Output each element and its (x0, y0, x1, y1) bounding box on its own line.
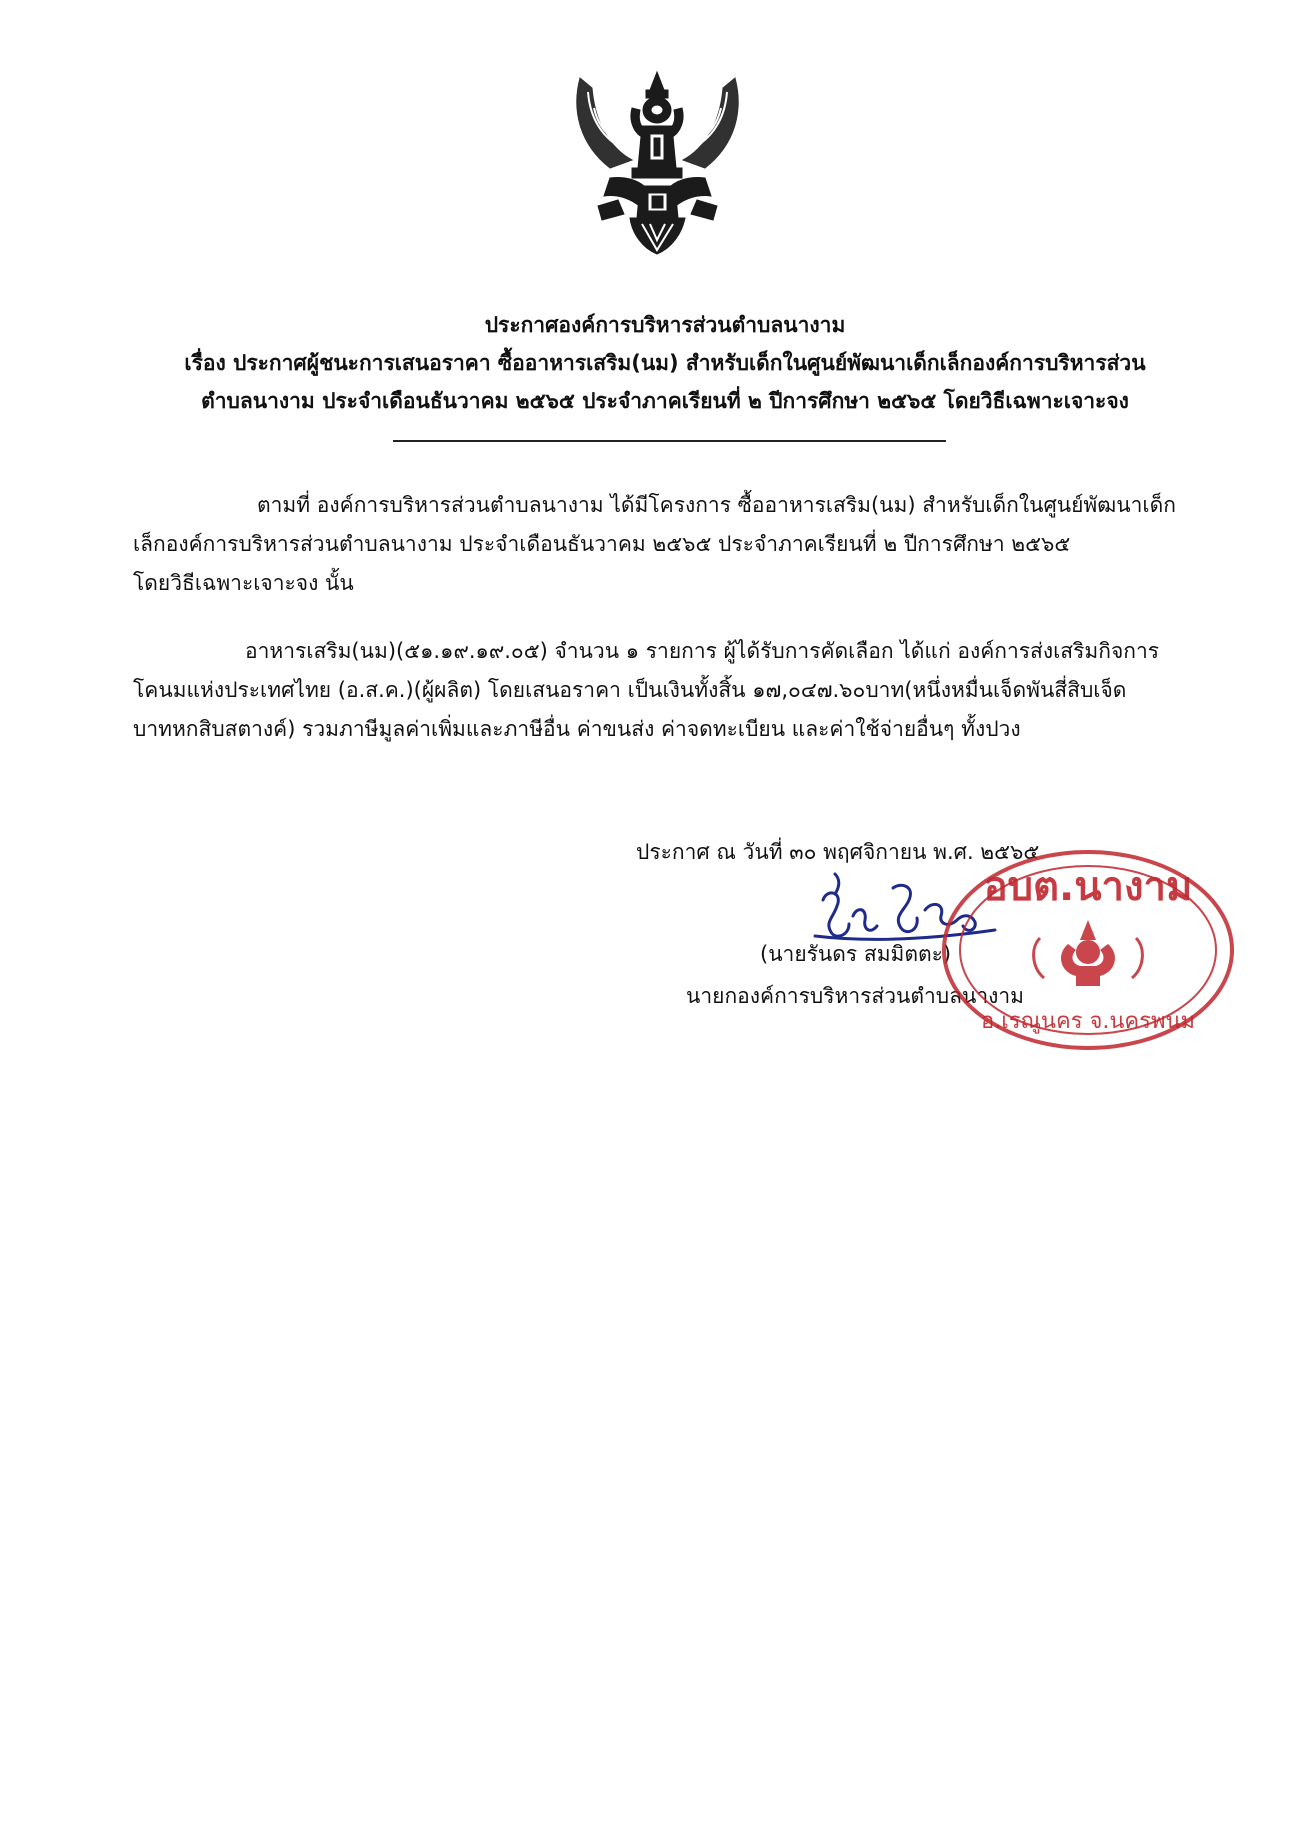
svg-text:อ.เรณูนคร จ.นครพนม: อ.เรณูนคร จ.นครพนม (980, 1009, 1196, 1034)
signatory-name: (นายรันดร สมมิตตะ) (760, 942, 952, 966)
announcement-title: ประกาศองค์การบริหารส่วนตำบลนางาม (484, 313, 846, 337)
official-seal (940, 848, 1236, 1053)
paragraph-2-line-1: อาหารเสริม(นม)(๕๑.๑๙.๑๙.๐๕) จำนวน ๑ รายการ ผู้ได้รับการคัดเลือก ได้แก่ องค์การส่งเสริมกิจการ (245, 639, 1160, 663)
announcement-header (120, 306, 1210, 420)
subject-line-1: เรื่อง ประกาศผู้ชนะการเสนอราคา ซื้ออาหารเสริม(นม) สำหรับเด็กในศูนย์พัฒนาเด็กเล็กองค์การบริหารส่วน (184, 351, 1146, 375)
subject-line-2: ตำบลนางาม ประจำเดือนธันวาคม ๒๕๖๕ ประจำภาคเรียนที่ ๒ ปีการศึกษา ๒๕๖๕ โดยวิธีเฉพาะเจาะจง (201, 389, 1129, 413)
garuda-emblem-icon (570, 68, 745, 258)
paragraph-2-line-3: บาทหกสิบสตางค์) รวมภาษีมูลค่าเพิ่มและภาษีอื่น ค่าขนส่ง ค่าจดทะเบียน และค่าใช้จ่ายอื่นๆ ทั้งปวง (133, 717, 1021, 741)
announcement-date: ประกาศ ณ วันที่ ๓๐ พฤศจิกายน พ.ศ. ๒๕๖๕ (636, 840, 1040, 864)
paragraph-1-line-3: โดยวิธีเฉพาะเจาะจง นั้น (133, 571, 354, 595)
header-divider (393, 440, 946, 442)
paragraph-1-line-2: เล็กองค์การบริหารส่วนตำบลนางาม ประจำเดือนธันวาคม ๒๕๖๕ ประจำภาคเรียนที่ ๒ ปีการศึกษา ๒๕๖๕ (133, 532, 1071, 556)
svg-text:อบต.นางาม: อบต.นางาม (983, 864, 1193, 910)
paragraph-2-line-2: โคนมแห่งประเทศไทย (อ.ส.ค.)(ผู้ผลิต) โดยเสนอราคา เป็นเงินทั้งสิ้น ๑๗,๐๔๗.๖๐บาท(หนึ่งหมื่นเจ็ดพันสี่สิบเจ็ด (133, 678, 1127, 702)
signatory-position: นายกองค์การบริหารส่วนตำบลนางาม (686, 984, 1025, 1008)
paragraph-1-line-1: ตามที่ องค์การบริหารส่วนตำบลนางาม ได้มีโครงการ ซื้ออาหารเสริม(นม) สำหรับเด็กในศูนย์พัฒนาเด็ก (257, 493, 1176, 517)
